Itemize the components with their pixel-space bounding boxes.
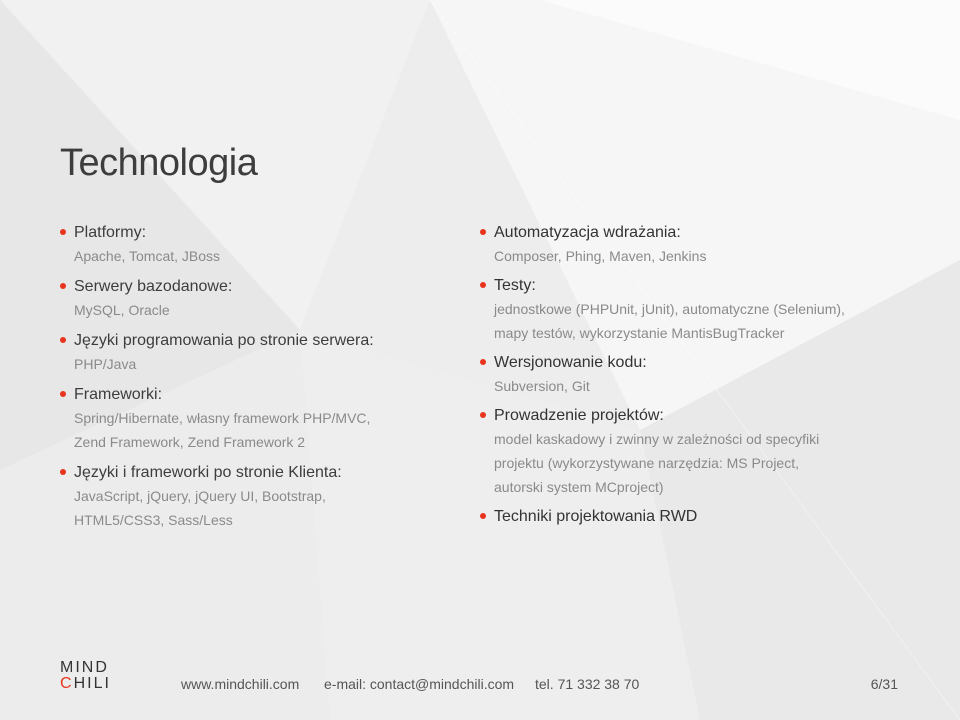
list-item-rwd [480, 506, 920, 528]
list-item-testy [480, 275, 920, 345]
footer-phone: tel. 71 332 38 70 [535, 676, 640, 692]
logo-accent-letter: C [60, 675, 74, 692]
list-item-jezyki-serwer [60, 330, 440, 376]
footer-email[interactable]: e-mail: contact@mindchili.com [324, 676, 515, 692]
page-number: 6/31 [870, 676, 898, 692]
item-desc: jednostkowe (PHPUnit, jUnit), automatyczne (Selenium), [494, 301, 845, 317]
list-item-platformy [60, 222, 440, 268]
item-title: Platformy: [74, 224, 147, 241]
list-item-jezyki-klient [60, 462, 440, 532]
item-title: Automatyzacja wdrażania: [494, 224, 681, 241]
item-title: Serwery bazodanowe: [74, 278, 233, 295]
item-desc: projektu (wykorzystywane narzędzia: MS Project, [494, 455, 799, 471]
slide-title: Technologia [60, 142, 258, 184]
item-title: Prowadzenie projektów: [494, 407, 664, 424]
item-desc: Subversion, Git [494, 378, 590, 394]
item-desc: Zend Framework, Zend Framework 2 [74, 434, 306, 450]
item-desc: Apache, Tomcat, JBoss [74, 248, 221, 264]
item-desc: Spring/Hibernate, własny framework PHP/MVC, [74, 410, 371, 426]
item-title: Testy: [494, 277, 536, 294]
item-desc: autorski system MCproject) [494, 479, 664, 495]
footer-website[interactable]: www.mindchili.com [181, 676, 300, 692]
item-desc: model kaskadowy i zwinny w zależności od specyfiki [494, 431, 820, 447]
logo-line2-rest: HILI [73, 675, 111, 692]
logo-line1: MIND [60, 659, 109, 676]
list-item-prowadzenie [480, 405, 920, 499]
item-title: Wersjonowanie kodu: [494, 354, 647, 371]
item-title: Języki programowania po stronie serwera: [74, 332, 374, 349]
list-item-automatyzacja [480, 222, 920, 268]
mindchili-logo [60, 660, 111, 692]
item-title: Techniki projektowania RWD [494, 508, 698, 525]
item-title: Języki i frameworki po stronie Klienta: [74, 464, 342, 481]
item-desc: MySQL, Oracle [74, 302, 170, 318]
list-item-frameworki [60, 384, 440, 454]
item-desc: PHP/Java [74, 356, 137, 372]
right-column [480, 222, 920, 535]
item-title: Frameworki: [74, 386, 163, 403]
item-desc: HTML5/CSS3, Sass/Less [74, 512, 233, 528]
list-item-serwery [60, 276, 440, 322]
item-desc: mapy testów, wykorzystanie MantisBugTracker [494, 325, 785, 341]
left-column [60, 222, 440, 540]
item-desc: Composer, Phing, Maven, Jenkins [494, 248, 707, 264]
list-item-wersjonowanie [480, 352, 920, 398]
item-desc: JavaScript, jQuery, jQuery UI, Bootstrap, [74, 488, 326, 504]
logo-line2 [60, 676, 111, 692]
